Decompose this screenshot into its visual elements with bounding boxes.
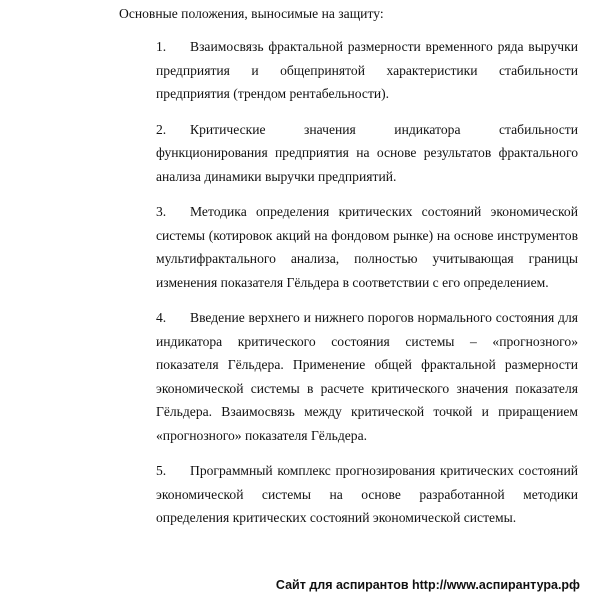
item-text: Программный комплекс прогнозирования критических состояний экономической системы на основе разработанной методики определения критических состояний экономической системы.	[156, 463, 578, 525]
site-watermark: Сайт для аспирантов http://www.аспирантура.рф	[274, 574, 582, 598]
list-item	[156, 200, 578, 294]
item-number: 2.	[156, 121, 167, 137]
item-text: Взаимосвязь фрактальной размерности временного ряда выручки предприятия и общепринятой характеристики стабильности предприятия (трендом рентабельности).	[156, 39, 578, 101]
item-text: Введение верхнего и нижнего порогов нормального состояния для индикатора критического состояния системы – «прогнозного» показателя Гёльдера. Применение общей фрактальной размерности экономической системы в расчете критического значения показателя Гёльдера. Взаимосвязь между критической точкой и приращением «прогнозного» показателя Гёльдера.	[156, 310, 578, 443]
list-item	[156, 35, 578, 106]
item-number: 4.	[156, 310, 167, 325]
list-item	[156, 306, 578, 447]
item-number: 1.	[156, 39, 167, 54]
list-item	[156, 118, 578, 189]
item-text: Критические значения индикатора стабильности функционирования предприятия на основе результатов фрактального анализа динамики выручки предприятий.	[156, 121, 578, 184]
section-heading: Основные положения, выносимые на защиту:	[119, 6, 384, 21]
item-number: 3.	[156, 204, 167, 219]
item-text: Методика определения критических состояний экономической системы (котировок акций на фондовом рынке) на основе инструментов мультифрактального анализа, полностью учитывающая границы изменения показателя Гёльдера в соответствии с его определением.	[156, 204, 578, 290]
item-number: 5.	[156, 463, 167, 478]
thesis-list	[156, 35, 578, 542]
list-item	[156, 459, 578, 530]
